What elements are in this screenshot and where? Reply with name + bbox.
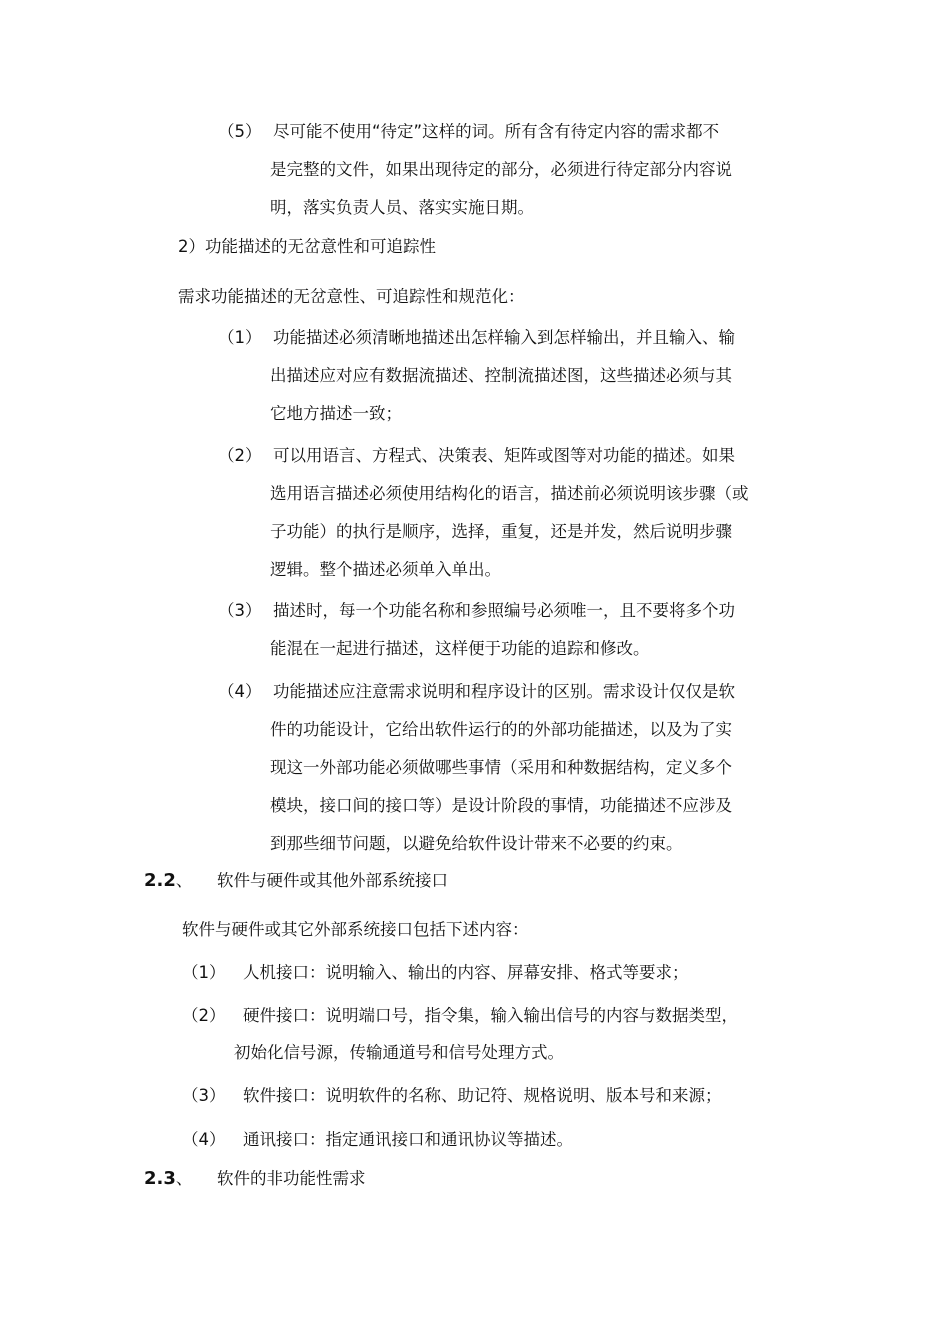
- paragraph: 软件与硬件或其它外部系统接口包括下述内容：: [182, 920, 529, 939]
- section-heading: [144, 870, 192, 892]
- item-text-line: 件的功能设计，它给出软件运行的的外部功能描述，以及为了实: [270, 720, 732, 739]
- item-number: （4）: [182, 1130, 226, 1149]
- item-text-line: 出描述应对应有数据流描述、控制流描述图，这些描述必须与其: [270, 366, 732, 385]
- item-number: （2）: [182, 1006, 226, 1025]
- item-text-line: 逻辑。整个描述必须单入单出。: [270, 560, 501, 579]
- item-text-line: 描述时，每一个功能名称和参照编号必须唯一，且不要将多个功: [273, 601, 735, 620]
- item-text-line: 模块，接口间的接口等）是设计阶段的事情，功能描述不应涉及: [270, 796, 732, 815]
- item-text-line: 功能描述应注意需求说明和程序设计的区别。需求设计仅仅是软: [273, 682, 735, 701]
- item-number: （1）: [182, 963, 226, 982]
- item-text-line: 初始化信号源，传输通道号和信号处理方式。: [234, 1043, 564, 1062]
- item-number: （2）: [218, 446, 262, 465]
- item-text-line: 可以用语言、方程式、决策表、矩阵或图等对功能的描述。如果: [273, 446, 735, 465]
- item-number: （5）: [218, 122, 262, 141]
- section-title: 软件的非功能性需求: [217, 1169, 366, 1188]
- section-separator: 、: [175, 871, 193, 890]
- item-text-line: 是完整的文件，如果出现待定的部分，必须进行待定部分内容说: [270, 160, 732, 179]
- item-text-line: 能混在一起进行描述，这样便于功能的追踪和修改。: [270, 639, 650, 658]
- section-heading: [144, 1168, 192, 1190]
- paragraph: 需求功能描述的无岔意性、可追踪性和规范化：: [178, 287, 525, 306]
- section-separator: 、: [175, 1169, 193, 1188]
- item-text-line: 明，落实负责人员、落实实施日期。: [270, 198, 534, 217]
- item-text-line: 尽可能不使用“待定”这样的词。所有含有待定内容的需求都不: [273, 122, 720, 141]
- section-number: 2.2: [144, 870, 176, 891]
- item-number: （4）: [218, 682, 262, 701]
- item-number: （3）: [182, 1086, 226, 1105]
- item-text-line: 它地方描述一致；: [270, 404, 402, 423]
- item-number: （3）: [218, 601, 262, 620]
- item-text-line: 到那些细节问题，以避免给软件设计带来不必要的约束。: [270, 834, 683, 853]
- item-text-line: 选用语言描述必须使用结构化的语言，描述前必须说明该步骤（或: [270, 484, 749, 503]
- subsection-title: 2）功能描述的无岔意性和可追踪性: [178, 237, 436, 256]
- item-text-line: 功能描述必须清晰地描述出怎样输入到怎样输出，并且输入、输: [273, 328, 735, 347]
- item-text-line: 人机接口：说明输入、输出的内容、屏幕安排、格式等要求；: [243, 963, 689, 982]
- item-text-line: 软件接口：说明软件的名称、助记符、规格说明、版本号和来源；: [243, 1086, 722, 1105]
- item-text-line: 子功能）的执行是顺序，选择，重复，还是并发，然后说明步骤: [270, 522, 732, 541]
- section-title: 软件与硬件或其他外部系统接口: [217, 871, 448, 890]
- section-number: 2.3: [144, 1168, 176, 1189]
- item-number: （1）: [218, 328, 262, 347]
- item-text-line: 现这一外部功能必须做哪些事情（采用和种数据结构，定义多个: [270, 758, 732, 777]
- item-text-line: 通讯接口：指定通讯接口和通讯协议等描述。: [243, 1130, 573, 1149]
- item-text-line: 硬件接口：说明端口号，指令集，输入输出信号的内容与数据类型，: [243, 1006, 738, 1025]
